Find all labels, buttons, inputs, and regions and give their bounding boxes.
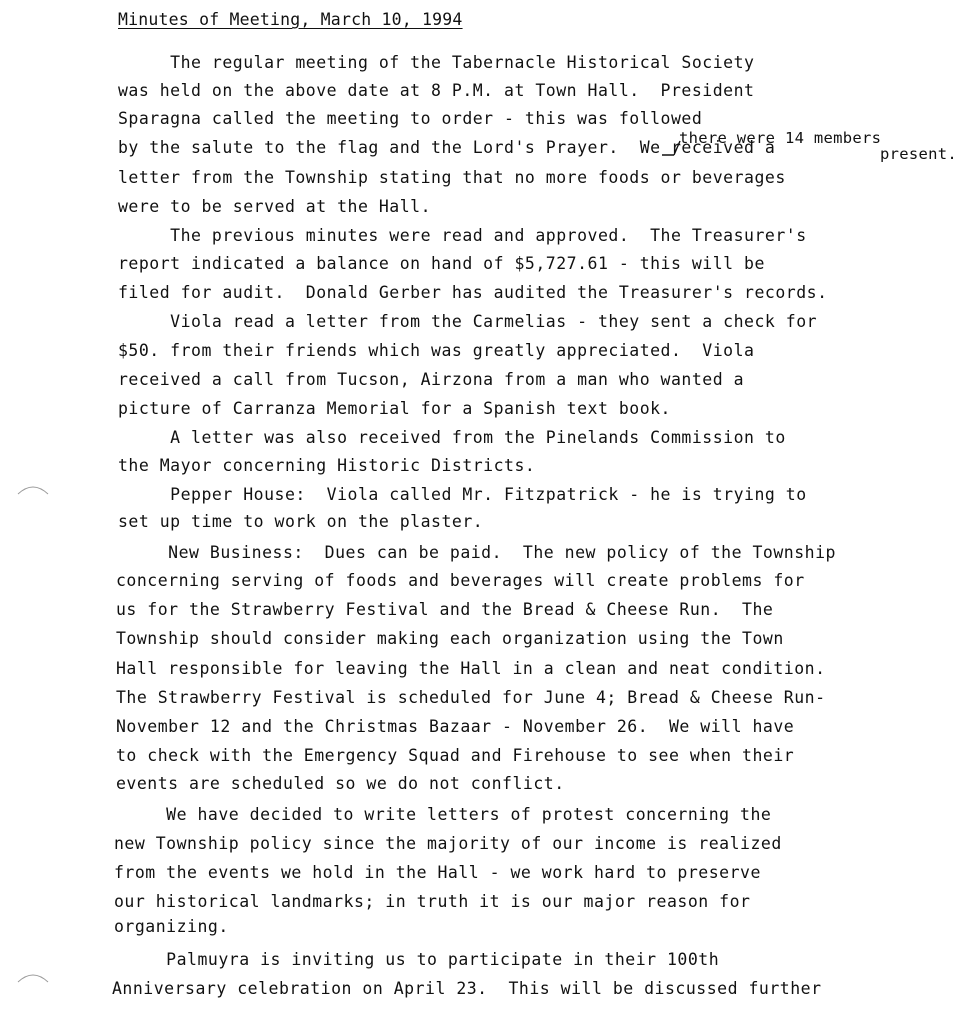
text-line-9: filed for audit. Donald Gerber has audited the Treasurer's records. [118,283,828,302]
text-line-25: to check with the Emergency Squad and Firehouse to see when their [116,746,795,765]
text-line-33: Anniversary celebration on April 23. This will be discussed further [112,979,822,998]
text-line-21: Township should consider making each organization using the Town [116,629,784,648]
page-title: Minutes of Meeting, March 10, 1994 [118,10,463,29]
punch-hole-mark-lower [16,970,50,984]
insertion-text-upper: there were 14 members [679,129,882,147]
insertion-text-lower: present. [880,145,958,163]
text-line-30: our historical landmarks; in truth it is our major reason for [114,892,751,911]
text-line-28: new Township policy since the majority of our income is realized [114,834,782,853]
text-line-7: The previous minutes were read and approved. The Treasurer's [118,226,807,245]
text-line-5: letter from the Township stating that no more foods or beverages [118,168,786,187]
text-line-19: concerning serving of foods and beverages will create problems for [116,571,805,590]
text-line-31: organizing. [114,917,229,936]
text-line-24: November 12 and the Christmas Bazaar - November 26. We will have [116,717,795,736]
text-line-4: by the salute to the flag and the Lord's Prayer. We received a [118,138,776,157]
text-line-26: events are scheduled so we do not conflict. [116,774,565,793]
text-line-20: us for the Strawberry Festival and the Bread & Cheese Run. The [116,600,774,619]
text-line-22: Hall responsible for leaving the Hall in a clean and neat condition. [116,659,826,678]
text-line-23: The Strawberry Festival is scheduled for June 4; Bread & Cheese Run- [116,688,826,707]
text-line-13: picture of Carranza Memorial for a Spanish text book. [118,399,671,418]
text-line-12: received a call from Tucson, Airzona from a man who wanted a [118,370,745,389]
text-line-32: Palmuyra is inviting us to participate in their 100th [114,950,720,969]
text-line-17: set up time to work on the plaster. [118,512,484,531]
text-line-10: Viola read a letter from the Carmelias - they sent a check for [118,312,818,331]
insertion-caret-mark [660,138,682,158]
text-line-16: Pepper House: Viola called Mr. Fitzpatrick - he is trying to [118,485,807,504]
text-line-8: report indicated a balance on hand of $5,727.61 - this will be [118,254,765,273]
text-line-29: from the events we hold in the Hall - we work hard to preserve [114,863,761,882]
punch-hole-mark-upper [16,482,50,496]
text-line-15: the Mayor concerning Historic Districts. [118,456,536,475]
text-line-1: The regular meeting of the Tabernacle Historical Society [118,53,755,72]
text-line-18: New Business: Dues can be paid. The new policy of the Township [116,543,836,562]
text-line-3: Sparagna called the meeting to order - this was followed [118,109,703,128]
text-line-6: were to be served at the Hall. [118,197,432,216]
text-line-27: We have decided to write letters of protest concerning the [114,805,772,824]
text-line-2: was held on the above date at 8 P.M. at Town Hall. President [118,81,755,100]
text-line-14: A letter was also received from the Pinelands Commission to [118,428,786,447]
text-line-11: $50. from their friends which was greatly appreciated. Viola [118,341,755,360]
